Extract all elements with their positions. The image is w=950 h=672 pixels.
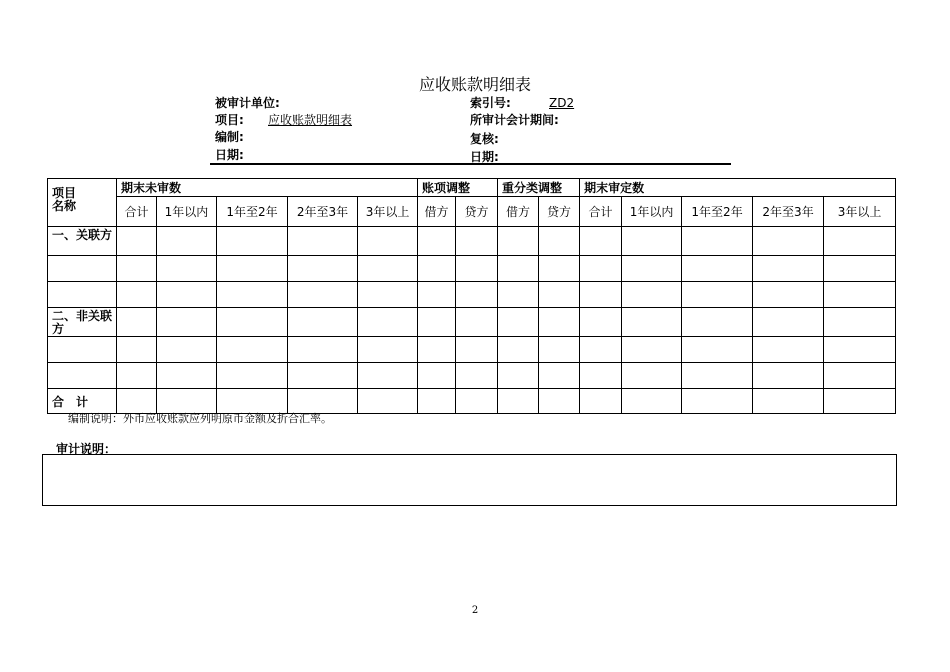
sub-2-to-3y: 2年至3年 (753, 197, 824, 227)
page-number: 2 (471, 605, 479, 616)
prepared-label: 编制: (215, 130, 244, 144)
header-divider (210, 163, 731, 165)
index-value: ZD2 (549, 96, 575, 110)
table-row (48, 363, 896, 389)
item-name-header (48, 179, 117, 227)
group-audited: 期末审定数 (580, 179, 896, 197)
item-header-line1: 项目 (52, 186, 77, 200)
header-row-groups (48, 179, 896, 197)
audited-unit-label: 被审计单位: (215, 96, 280, 110)
item-label: 项目: (215, 113, 244, 127)
sub-1-to-2y: 1年至2年 (682, 197, 753, 227)
sub-debit: 借方 (498, 197, 539, 227)
table-row (48, 337, 896, 363)
sub-1-to-2y: 1年至2年 (217, 197, 288, 227)
header-row-sub (48, 197, 896, 227)
sub-debit: 借方 (418, 197, 456, 227)
index-field (470, 94, 574, 111)
index-label: 索引号: (470, 96, 511, 110)
sub-total: 合计 (580, 197, 622, 227)
group-unaudited: 期末未审数 (117, 179, 418, 197)
receivables-table (47, 178, 896, 414)
group-reclass-adj: 重分类调整 (498, 179, 580, 197)
sub-credit: 贷方 (456, 197, 498, 227)
date-label-right: 日期: (470, 150, 499, 164)
sub-credit: 贷方 (539, 197, 580, 227)
row-label-related: 一、关联方 (48, 227, 117, 256)
reviewed-label: 复核: (470, 132, 499, 146)
page-title: 应收账款明细表 (418, 75, 531, 94)
period-label: 所审计会计期间: (470, 113, 559, 127)
table-row (48, 227, 896, 256)
row-label-non-related: 二、非关联方 (48, 308, 117, 337)
item-header-line2: 名称 (52, 199, 77, 213)
prep-note: 编制说明：外币应收账款应列明原币金额及折合汇率。 (68, 412, 332, 425)
sub-2-to-3y: 2年至3年 (288, 197, 358, 227)
date-label-left: 日期: (215, 148, 244, 162)
item-field (215, 111, 352, 128)
sub-over-3y: 3年以上 (824, 197, 896, 227)
table-row (48, 256, 896, 282)
sub-within-1y: 1年以内 (157, 197, 217, 227)
sub-within-1y: 1年以内 (622, 197, 682, 227)
sub-total: 合计 (117, 197, 157, 227)
audit-notes-label: 审计说明： (56, 442, 117, 456)
item-value: 应收账款明细表 (268, 113, 353, 127)
table-row (48, 282, 896, 308)
group-account-adj: 账项调整 (418, 179, 498, 197)
audit-notes-box[interactable] (42, 454, 897, 506)
sub-over-3y: 3年以上 (358, 197, 418, 227)
row-label-total: 合 计 (48, 389, 117, 414)
table-row (48, 308, 896, 337)
